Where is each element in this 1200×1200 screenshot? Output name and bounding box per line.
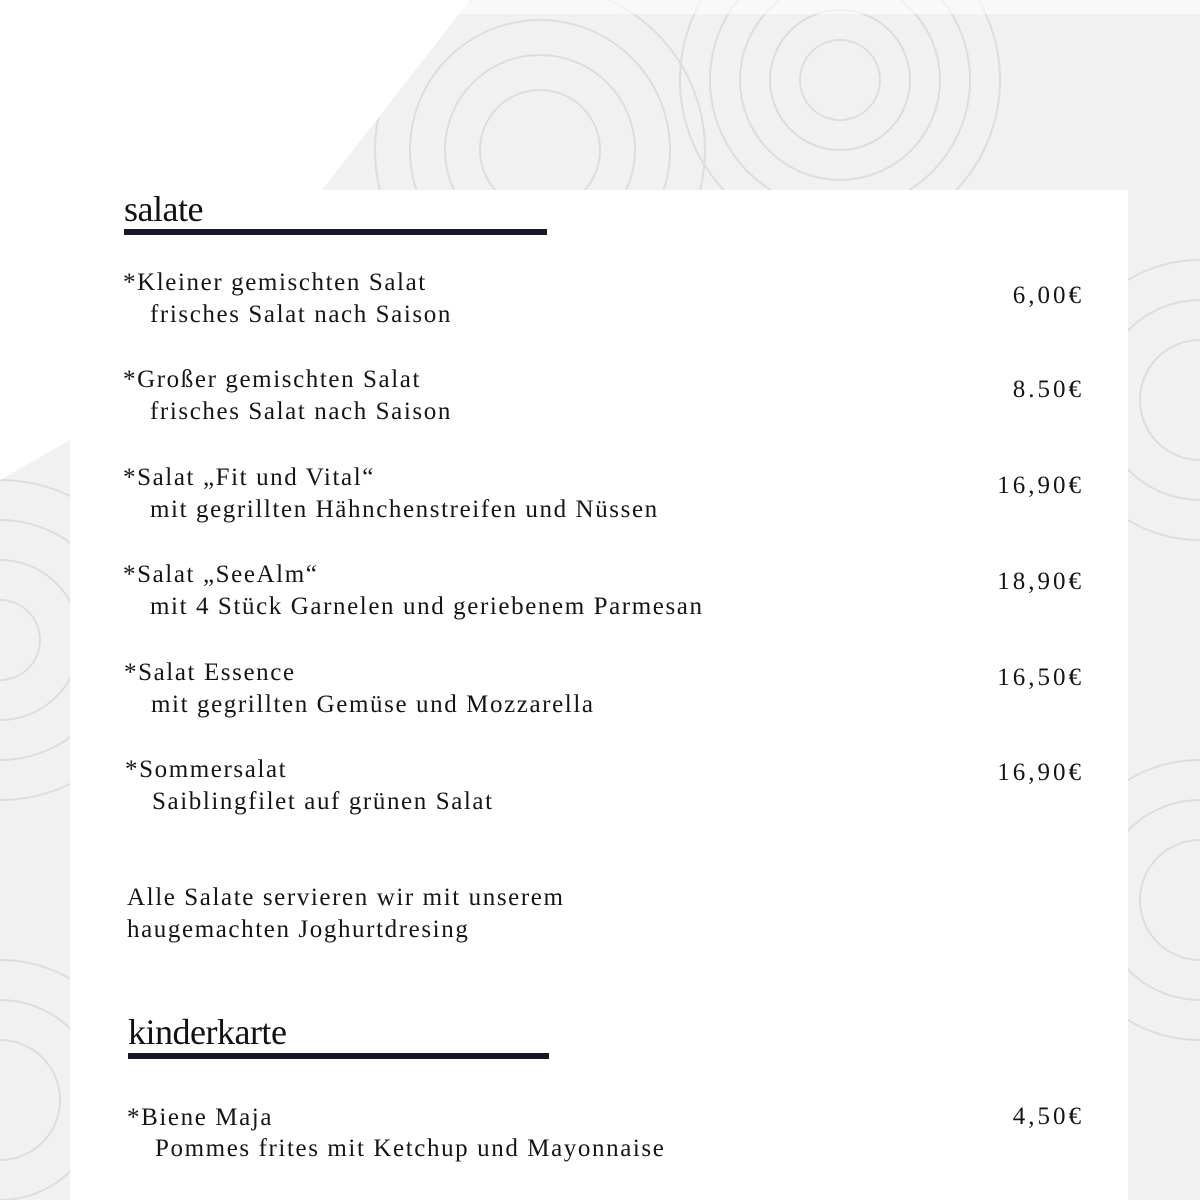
menu-item-description: Saiblingfilet auf grünen Salat	[152, 788, 494, 815]
menu-item-price: 4,50€	[1012, 1103, 1084, 1130]
menu-item-name: *Salat Essence	[124, 659, 296, 686]
menu-item-price: 18,90€	[997, 568, 1084, 595]
menu-item-description: frisches Salat nach Saison	[150, 398, 452, 425]
section-note: haugemachten Joghurtdresing	[127, 916, 470, 943]
menu-item-name: *Kleiner gemischten Salat	[123, 269, 427, 296]
menu-item-name: *Großer gemischten Salat	[123, 366, 422, 393]
section-note: Alle Salate servieren wir mit unserem	[127, 884, 565, 911]
menu-item-name: *Sommersalat	[125, 756, 288, 783]
section-divider	[128, 1053, 549, 1059]
section-divider	[124, 229, 547, 235]
menu-item-description: mit gegrillten Gemüse und Mozzarella	[151, 691, 595, 718]
menu-item-price: 16,50€	[997, 664, 1084, 691]
menu-item-price: 16,90€	[997, 472, 1084, 499]
menu-item-price: 16,90€	[997, 759, 1084, 786]
menu-item-description: frisches Salat nach Saison	[150, 301, 452, 328]
menu-item-description: mit gegrillten Hähnchenstreifen und Nüssen	[150, 496, 659, 523]
section-title-kinderkarte: kinderkarte	[128, 1012, 287, 1052]
menu-item-name: *Biene Maja	[127, 1104, 274, 1131]
section-title-salate: salate	[124, 189, 203, 229]
menu-item-description: mit 4 Stück Garnelen und geriebenem Parmesan	[150, 593, 704, 620]
menu-item-price: 6,00€	[1012, 282, 1084, 309]
menu-item-name: *Salat „SeeAlm“	[123, 561, 319, 588]
menu-item-description: Pommes frites mit Ketchup und Mayonnaise	[155, 1135, 666, 1162]
menu-item-name: *Salat „Fit und Vital“	[123, 464, 375, 491]
menu-item-price: 8.50€	[1012, 376, 1084, 403]
